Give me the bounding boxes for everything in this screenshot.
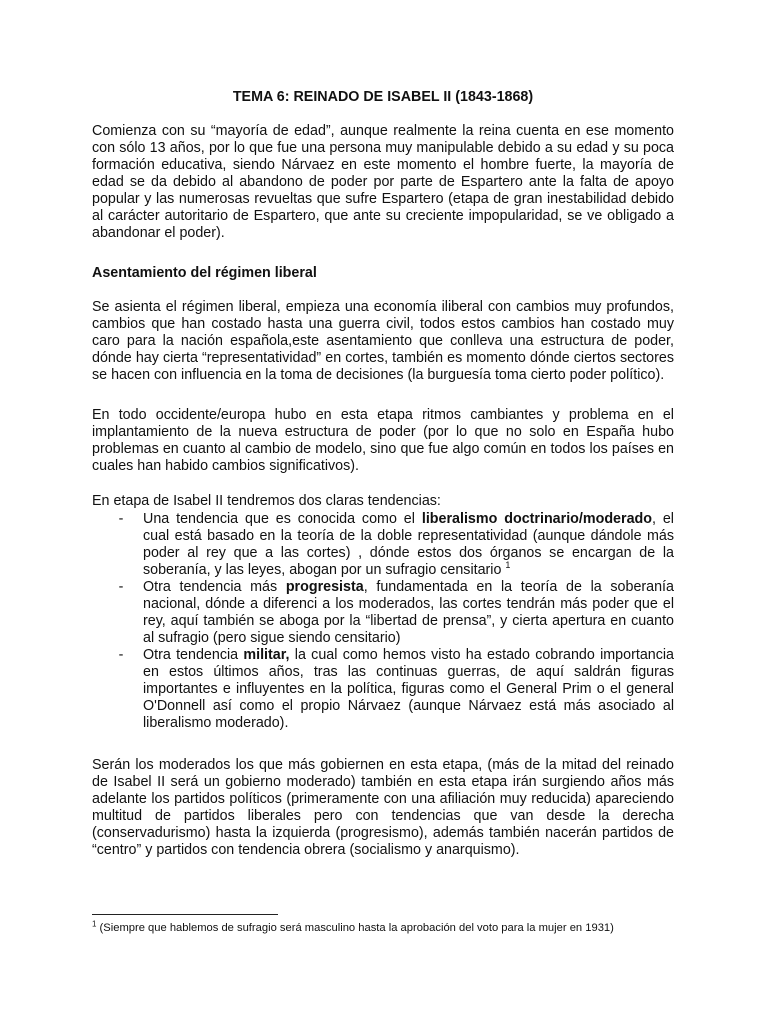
item1-bold: liberalismo doctrinario/moderado [421, 511, 652, 527]
paragraph-5: Serán los moderados los que más gobiernen en esta etapa, (más de la mitad del reinado de Isabel II será un gobierno moderado) también en esta etapa irán surgiendo años más adelante los partidos políticos (primeramente con una afiliación muy reducida) apareciendo multitud de partidos liberales pero con tendencias que van desde la derecha (conservadurismo) hasta la izquierda (progresismo), además también nacerán partidos de “centro” y partidos con tendencia obrera (socialismo y anarquismo). [92, 757, 674, 858]
paragraph-2: Se asienta el régimen liberal, empieza una economía iliberal con cambios muy profundos, cambios que han costado hasta una guerra civil, todos estos cambios han costado muy caro para la nación española,este asentamiento que conlleva una estructura de poder, dónde hay cierta “representatividad” en cortes, también es momento dónde ciertos sectores se hacen con influencia en la toma de decisiones (la burguesía toma cierto poder político). [92, 299, 674, 383]
footnote-divider [92, 914, 278, 915]
section-heading: Asentamiento del régimen liberal [92, 265, 317, 281]
title-bold: TEMA 6: REINADO DE ISABEL II [232, 89, 452, 105]
item1-before: Una tendencia que es conocida como el [143, 511, 422, 527]
paragraph-3-block [92, 407, 674, 475]
item1-after: , el cual está basado en la teoría de la doble representatividad (aunque dándole más poder al rey que a las cortes) , dónde estos dos órganos se encargan de la soberanía, y las leyes, abogan por un sufragio censitario [143, 511, 674, 578]
paragraph-4: En etapa de Isabel II tendremos dos claras tendencias: [92, 493, 441, 509]
list-bullet: - [118, 647, 124, 663]
list-item [114, 579, 674, 647]
item3-bold: militar, [243, 647, 290, 663]
footnote [92, 921, 692, 935]
page-title [92, 89, 674, 106]
intro-paragraph: Comienza con su “mayoría de edad”, aunque realmente la reina cuenta en ese momento con sólo 13 años, por lo que fue una persona muy manipulable debido a su edad y su poca formación educativa, siendo Nárvaez en este momento el hombre fuerte, la mayoría de edad se da debido al abandono de poder por parte de Espartero ante la falta de apoyo popular y las numerosas revueltas que sufre Espartero (etapa de gran inestabilidad debido al carácter autoritario de Espartero, que ante su creciente impopularidad, se ve obligado a abandonar el poder). [92, 123, 674, 241]
title-dates: (1843-1868) [451, 89, 534, 105]
footnote-number: 1 [92, 919, 97, 929]
item3-after: la cual como hemos visto ha estado cobrando importancia en estos últimos años, tras las continuas guerras, de aquí saldrán figuras importantes e influyentes en la política, figuras como el General Prim o el general O'Donnell así como el propio Nárvaez (aunque Nárvaez está más asociado al liberalismo moderado). [143, 647, 675, 731]
section-heading-block [92, 265, 674, 282]
list-bullet: - [118, 579, 124, 595]
tendencies-list [114, 511, 674, 732]
item2-bold: progresista [285, 579, 364, 595]
paragraph-5-block [92, 757, 674, 859]
item3-before: Otra tendencia [143, 647, 244, 663]
item2-before: Otra tendencia más [143, 579, 286, 595]
intro-paragraph-block [92, 123, 674, 242]
footnote-text: (Siempre que hablemos de sufragio será masculino hasta la aprobación del voto para la mujer en 1931) [96, 922, 614, 934]
list-item [114, 511, 674, 579]
paragraph-2-block [92, 299, 674, 384]
paragraph-4-block [92, 493, 674, 510]
tendencies-list-block [114, 511, 674, 732]
item2-after: , fundamentada en la teoría de la soberanía nacional, dónde a diferenci a los moderados, las cortes tendrán más poder que el rey, aquí también se aboga por la “libertad de prensa”, y cierta apertura en cuanto al sufragio (pero sigue siendo censitario) [143, 579, 674, 646]
list-item [114, 647, 674, 732]
list-bullet: - [118, 511, 124, 527]
footnote-ref[interactable]: 1 [505, 560, 511, 571]
paragraph-3: En todo occidente/europa hubo en esta etapa ritmos cambiantes y problema en el implantamiento de la nueva estructura de poder (por lo que no solo en España hubo problemas en cuanto al cambio de modelo, sino que fue algo común en todos los países en cuales han habido cambios significativos). [92, 407, 674, 474]
